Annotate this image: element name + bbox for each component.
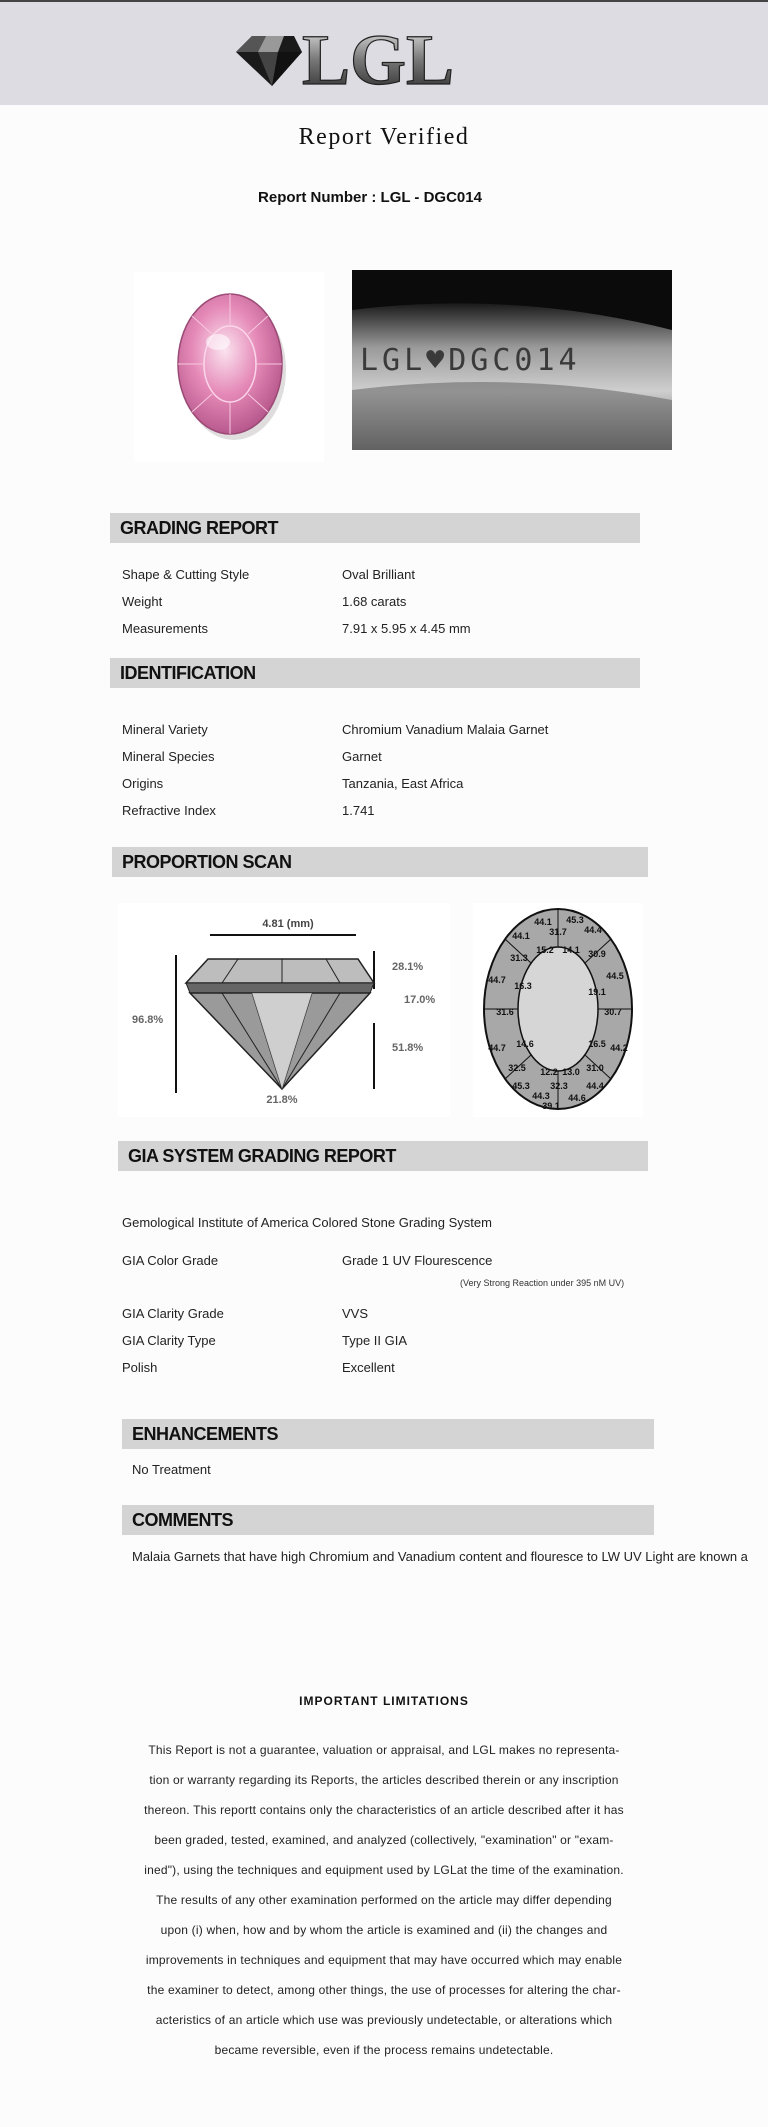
limitations-line: the examiner to detect, among other things, the use of processes for altering the char- (147, 1983, 621, 1997)
gia-report-header: GIA SYSTEM GRADING REPORT (118, 1141, 648, 1171)
weight-label: Weight (122, 594, 163, 609)
enhancements-header: ENHANCEMENTS (122, 1419, 654, 1449)
svg-text:45.3: 45.3 (512, 1081, 530, 1091)
limitations-line: upon (i) when, how and by whom the article is examined and (ii) the changes and (160, 1923, 608, 1937)
svg-text:LGL♥DGC014: LGL♥DGC014 (360, 343, 581, 378)
inscription-photo (352, 270, 672, 450)
header-banner (0, 0, 768, 105)
svg-text:14.1: 14.1 (562, 945, 580, 955)
limitations-line: tion or warranty regarding its Reports, the articles described therein or any inscription (149, 1773, 619, 1787)
measurements-label: Measurements (122, 621, 208, 636)
svg-text:19.1: 19.1 (588, 987, 606, 997)
gia-clarity-type-label: GIA Clarity Type (122, 1333, 216, 1348)
diamond-icon (236, 36, 302, 86)
refractive-index-label: Refractive Index (122, 803, 216, 818)
svg-text:44.4: 44.4 (584, 925, 602, 935)
mineral-variety-label: Mineral Variety (122, 722, 208, 737)
polish-value: Excellent (342, 1360, 395, 1375)
limitations-line: This Report is not a guarantee, valuation or appraisal, and LGL makes no representa- (148, 1743, 620, 1757)
shape-label: Shape & Cutting Style (122, 567, 250, 582)
svg-text:14.6: 14.6 (516, 1039, 534, 1049)
svg-text:44.5: 44.5 (606, 971, 624, 981)
mineral-species-label: Mineral Species (122, 749, 215, 764)
svg-text:16.5: 16.5 (588, 1039, 606, 1049)
gia-subtitle: Gemological Institute of America Colored Stone Grading System (122, 1215, 492, 1230)
svg-text:44.1: 44.1 (534, 917, 552, 927)
svg-text:LGL: LGL (302, 20, 455, 96)
gia-color-value: Grade 1 UV Flourescence (342, 1253, 493, 1268)
limitations-line: acteristics of an article which use was previously undetectable, or alterations which (155, 2013, 613, 2027)
gia-clarity-grade-label: GIA Clarity Grade (122, 1306, 224, 1321)
gem-photo (134, 272, 324, 462)
weight-value: 1.68 carats (342, 594, 407, 609)
svg-text:32.3: 32.3 (550, 1081, 568, 1091)
gia-clarity-type-value: Type II GIA (342, 1333, 408, 1348)
top-view-diagram (473, 903, 643, 1117)
svg-text:39.1: 39.1 (542, 1101, 560, 1111)
limitations-line: been graded, tested, examined, and analyzed (collectively, "examination" or "exam- (154, 1833, 614, 1847)
svg-text:44.3: 44.3 (532, 1091, 550, 1101)
mineral-species-value: Garnet (342, 749, 382, 764)
comments-header: COMMENTS (122, 1505, 654, 1535)
svg-text:13.0: 13.0 (562, 1067, 580, 1077)
limitations-heading: IMPORTANT LIMITATIONS (299, 1694, 469, 1708)
limitations-paragraph (112, 1735, 656, 2065)
svg-text:28.1%: 28.1% (392, 961, 424, 973)
polish-label: Polish (122, 1360, 158, 1375)
lgl-logo (232, 16, 492, 96)
svg-text:17.0%: 17.0% (404, 994, 436, 1006)
origins-label: Origins (122, 776, 164, 791)
proportion-scan-header: PROPORTION SCAN (112, 847, 648, 877)
comments-text: Malaia Garnets that have high Chromium and Vanadium content and flouresce to LW UV Light are known a (132, 1549, 748, 1564)
gia-clarity-grade-value: VVS (342, 1306, 369, 1321)
svg-text:12.2: 12.2 (540, 1067, 558, 1077)
svg-text:44.4: 44.4 (586, 1081, 604, 1091)
identification-header: IDENTIFICATION (110, 658, 640, 688)
gia-color-label: GIA Color Grade (122, 1253, 219, 1268)
svg-text:30.9: 30.9 (588, 949, 606, 959)
grading-report-header: GRADING REPORT (110, 513, 640, 543)
svg-text:31.7: 31.7 (549, 927, 567, 937)
svg-text:44.7: 44.7 (488, 1043, 506, 1053)
svg-text:44.7: 44.7 (488, 975, 506, 985)
limitations-line: The results of any other examination performed on the article may differ depending (156, 1893, 612, 1907)
page-title: Report Verified (298, 124, 470, 150)
color-grade-note: (Very Strong Reaction under 395 nM UV) (460, 1278, 625, 1288)
svg-text:51.8%: 51.8% (392, 1042, 424, 1054)
svg-text:96.8%: 96.8% (132, 1014, 164, 1026)
svg-text:15.2: 15.2 (536, 945, 554, 955)
svg-text:31.3: 31.3 (510, 953, 528, 963)
svg-text:32.5: 32.5 (508, 1063, 526, 1073)
limitations-line: thereon. This reportt contains only the characteristics of an article described after it has (144, 1803, 624, 1817)
refractive-index-value: 1.741 (342, 803, 375, 818)
measurements-value: 7.91 x 5.95 x 4.45 mm (342, 621, 471, 636)
svg-text:31.0: 31.0 (586, 1063, 604, 1073)
report-number: Report Number : LGL - DGC014 (258, 189, 482, 206)
mineral-variety-value: Chromium Vanadium Malaia Garnet (342, 722, 549, 737)
svg-text:44.6: 44.6 (568, 1093, 586, 1103)
svg-text:44.2: 44.2 (610, 1043, 628, 1053)
svg-text:44.1: 44.1 (512, 931, 530, 941)
svg-text:21.8%: 21.8% (266, 1094, 298, 1106)
origins-value: Tanzania, East Africa (342, 776, 464, 791)
svg-text:31.6: 31.6 (496, 1007, 514, 1017)
limitations-line: improvements in techniques and equipment that may have occurred which may enable (145, 1953, 623, 1967)
svg-text:16.3: 16.3 (514, 981, 532, 991)
limitations-line: ined"), using the techniques and equipment used by LGLat the time of the examination. (144, 1863, 624, 1877)
svg-text:30.7: 30.7 (604, 1007, 622, 1017)
side-profile-diagram (118, 903, 450, 1117)
shape-value: Oval Brilliant (342, 567, 415, 582)
enhancements-text: No Treatment (132, 1462, 211, 1477)
svg-text:4.81 (mm): 4.81 (mm) (262, 918, 314, 930)
limitations-line: became reversible, even if the process remains undetectable. (214, 2043, 554, 2057)
svg-text:45.3: 45.3 (566, 915, 584, 925)
